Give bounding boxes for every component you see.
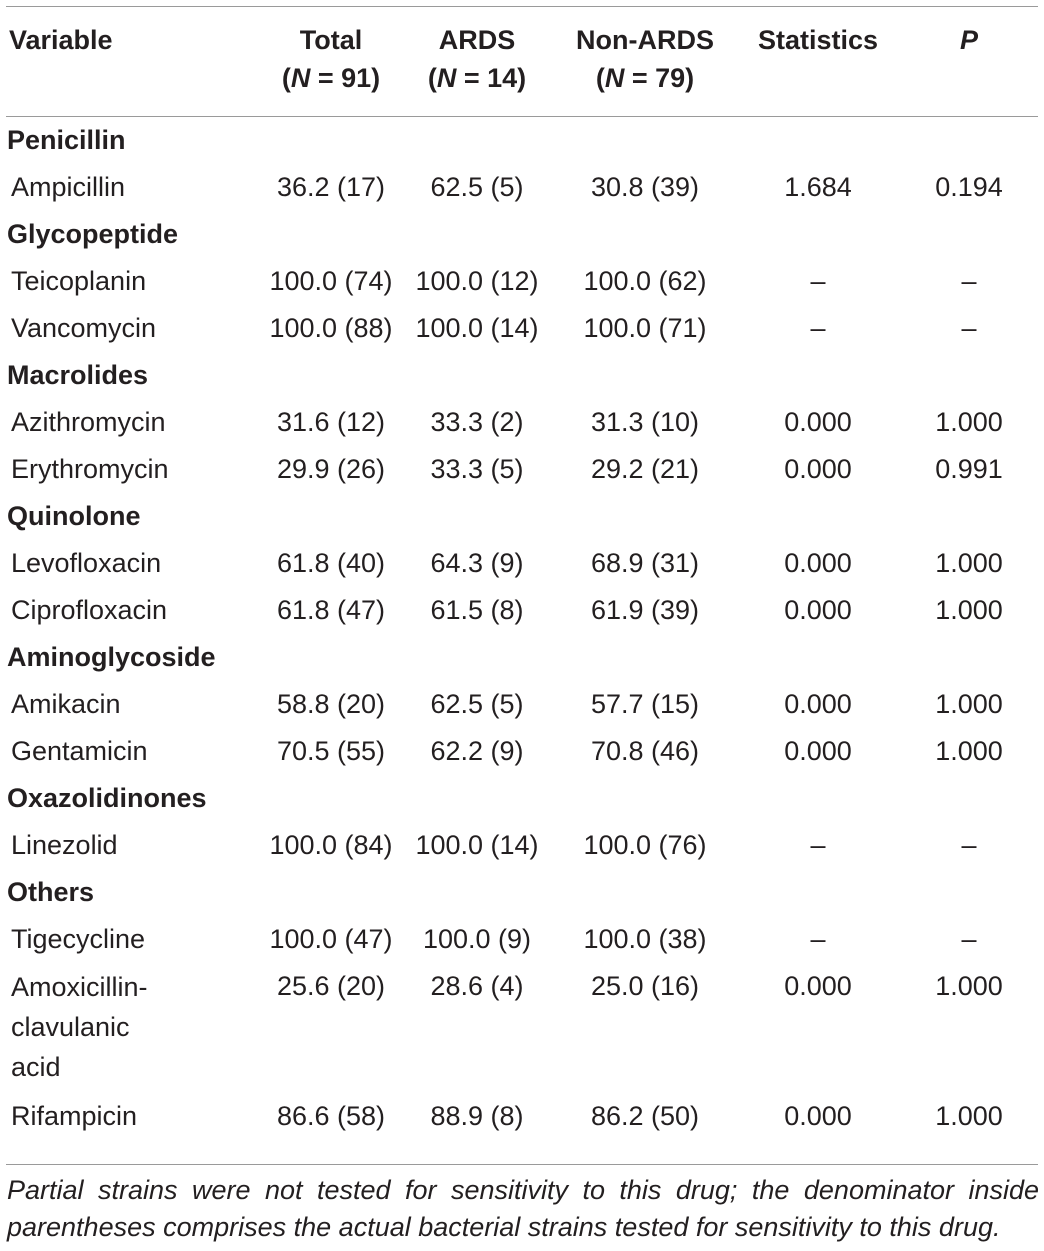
cell-total: 25.6 (20) xyxy=(276,971,386,1001)
cell-p: 0.991 xyxy=(935,454,1003,484)
cell-non-ards: 61.9 (39) xyxy=(590,595,700,625)
table-row xyxy=(0,446,1044,493)
cell-total: 36.2 (17) xyxy=(276,172,386,202)
group-row xyxy=(0,352,1044,399)
table-row xyxy=(0,1093,1044,1140)
group-row xyxy=(0,869,1044,916)
cell-non-ards: 30.8 (39) xyxy=(590,172,700,202)
cell-p: – xyxy=(961,313,977,343)
group-row xyxy=(0,117,1044,164)
drug-name-line: Amoxicillin- xyxy=(11,972,148,1002)
cell-statistics: 1.684 xyxy=(784,172,852,202)
bottom-rule xyxy=(6,1164,1038,1165)
cell-ards: 62.2 (9) xyxy=(430,736,524,766)
cell-statistics: – xyxy=(810,313,826,343)
cell-ards: 88.9 (8) xyxy=(430,1101,524,1131)
table-row xyxy=(0,258,1044,305)
cell-ards: 100.0 (9) xyxy=(422,924,532,954)
header-ards: ARDS (N = 14) xyxy=(427,25,527,93)
header-variable: Variable xyxy=(9,25,113,55)
drug-name: Amikacin xyxy=(11,689,121,719)
cell-ards: 33.3 (5) xyxy=(430,454,524,484)
table-row xyxy=(0,587,1044,634)
drug-name: Linezolid xyxy=(11,830,118,860)
cell-p: – xyxy=(961,266,977,296)
cell-p: 1.000 xyxy=(935,407,1003,437)
group-row xyxy=(0,775,1044,822)
header-p: P xyxy=(959,25,978,55)
group-row xyxy=(0,634,1044,681)
cell-p: 1.000 xyxy=(935,548,1003,578)
drug-name: Tigecycline xyxy=(11,924,146,954)
cell-non-ards: 31.3 (10) xyxy=(590,407,700,437)
sensitivity-table xyxy=(0,7,1044,1140)
cell-statistics: 0.000 xyxy=(784,689,852,719)
drug-name-line: acid xyxy=(11,1052,61,1082)
drug-name: Levofloxacin xyxy=(11,548,162,578)
cell-total: 61.8 (47) xyxy=(276,595,386,625)
cell-ards: 100.0 (14) xyxy=(415,313,539,343)
cell-statistics: – xyxy=(810,266,826,296)
drug-name-line: clavulanic xyxy=(11,1012,130,1042)
cell-non-ards: 86.2 (50) xyxy=(590,1101,700,1131)
cell-statistics: 0.000 xyxy=(784,407,852,437)
table-row xyxy=(0,305,1044,352)
table-row xyxy=(0,916,1044,963)
cell-non-ards: 100.0 (76) xyxy=(583,830,707,860)
drug-name: Gentamicin xyxy=(11,736,148,766)
table-row xyxy=(0,681,1044,728)
table-body xyxy=(0,117,1044,1140)
cell-total: 100.0 (74) xyxy=(269,266,393,296)
cell-statistics: 0.000 xyxy=(784,548,852,578)
header-row xyxy=(0,7,1044,117)
table-row xyxy=(0,822,1044,869)
group-label: Macrolides xyxy=(7,360,149,390)
group-row xyxy=(0,211,1044,258)
group-label: Oxazolidinones xyxy=(7,783,207,813)
cell-ards: 62.5 (5) xyxy=(430,689,524,719)
cell-statistics: 0.000 xyxy=(784,971,852,1001)
cell-non-ards: 68.9 (31) xyxy=(590,548,700,578)
cell-p: 0.194 xyxy=(935,172,1003,202)
table-row xyxy=(0,164,1044,211)
cell-total: 61.8 (40) xyxy=(276,548,386,578)
cell-p: 1.000 xyxy=(935,689,1003,719)
group-label: Penicillin xyxy=(7,125,126,155)
drug-name: Erythromycin xyxy=(11,454,169,484)
drug-name: Rifampicin xyxy=(11,1101,138,1131)
cell-ards: 33.3 (2) xyxy=(430,407,524,437)
cell-p: 1.000 xyxy=(935,971,1003,1001)
cell-ards: 28.6 (4) xyxy=(430,971,524,1001)
group-row xyxy=(0,493,1044,540)
cell-total: 31.6 (12) xyxy=(276,407,386,437)
group-label: Aminoglycoside xyxy=(7,642,216,672)
header-statistics: Statistics xyxy=(757,25,879,55)
cell-statistics: – xyxy=(810,924,826,954)
cell-ards: 61.5 (8) xyxy=(430,595,524,625)
cell-ards: 62.5 (5) xyxy=(430,172,524,202)
table-row xyxy=(0,963,1044,1093)
table-footnote: Partial strains were not tested for sensitivity to this drug; the denominator inside parentheses comprises the actual bacterial strains tested for sensitivity to this drug. xyxy=(7,1175,1039,1242)
cell-p: – xyxy=(961,830,977,860)
table-row xyxy=(0,399,1044,446)
cell-non-ards: 29.2 (21) xyxy=(590,454,700,484)
cell-p: 1.000 xyxy=(935,736,1003,766)
drug-name xyxy=(0,963,256,1093)
drug-name: Azithromycin xyxy=(11,407,166,437)
header-non-ards: Non-ARDS (N = 79) xyxy=(576,25,714,93)
drug-name: Ampicillin xyxy=(11,172,126,202)
cell-p: – xyxy=(961,924,977,954)
cell-total: 29.9 (26) xyxy=(276,454,386,484)
cell-total: 100.0 (84) xyxy=(269,830,393,860)
group-label: Glycopeptide xyxy=(7,219,179,249)
cell-statistics: 0.000 xyxy=(784,1101,852,1131)
cell-non-ards: 25.0 (16) xyxy=(590,971,700,1001)
cell-ards: 100.0 (12) xyxy=(415,266,539,296)
cell-statistics: 0.000 xyxy=(784,454,852,484)
cell-total: 100.0 (47) xyxy=(269,924,393,954)
cell-total: 58.8 (20) xyxy=(276,689,386,719)
cell-non-ards: 100.0 (71) xyxy=(583,313,707,343)
cell-p: 1.000 xyxy=(935,595,1003,625)
cell-non-ards: 100.0 (38) xyxy=(583,924,707,954)
cell-statistics: – xyxy=(810,830,826,860)
drug-name: Teicoplanin xyxy=(11,266,147,296)
table-row xyxy=(0,728,1044,775)
cell-total: 86.6 (58) xyxy=(276,1101,386,1131)
cell-non-ards: 70.8 (46) xyxy=(590,736,700,766)
group-label: Quinolone xyxy=(7,501,141,531)
cell-non-ards: 57.7 (15) xyxy=(590,689,700,719)
group-label: Others xyxy=(7,877,95,907)
cell-statistics: 0.000 xyxy=(784,595,852,625)
cell-statistics: 0.000 xyxy=(784,736,852,766)
cell-ards: 100.0 (14) xyxy=(415,830,539,860)
cell-total: 70.5 (55) xyxy=(276,736,386,766)
drug-name: Vancomycin xyxy=(11,313,157,343)
cell-total: 100.0 (88) xyxy=(269,313,393,343)
cell-ards: 64.3 (9) xyxy=(430,548,524,578)
table-row xyxy=(0,540,1044,587)
cell-p: 1.000 xyxy=(935,1101,1003,1131)
drug-name: Ciprofloxacin xyxy=(11,595,168,625)
cell-non-ards: 100.0 (62) xyxy=(583,266,707,296)
header-total: Total (N = 91) xyxy=(281,25,381,93)
